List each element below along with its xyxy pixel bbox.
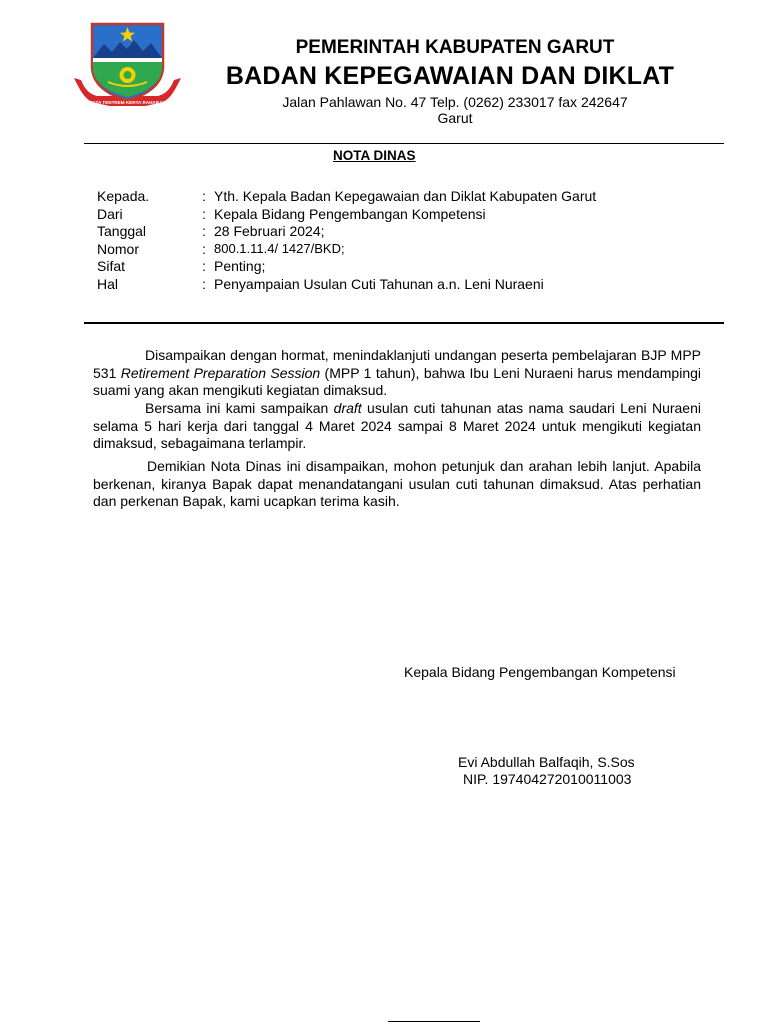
body-text: (MPP 1 tahun), bahwa Ibu Leni Nuraeni harus mendampingi suami yang akan mengikuti kegiatan dimaksud. [93, 364, 701, 398]
meta-colon: : [202, 240, 206, 257]
kop-address: Jalan Pahlawan No. 47 Telp. (0262) 233017 fax 242647 [282, 94, 628, 110]
meta-colon: : [202, 188, 206, 204]
meta-label: Hal [97, 275, 119, 292]
kop-agency: BADAN KEPEGAWAIAN DAN DIKLAT [225, 62, 675, 90]
garut-emblem-icon [70, 18, 185, 118]
page-bottom-rule [388, 1021, 480, 1022]
body-text: usulan cuti tahunan atas nama saudari Leni Nuraeni selama 5 hari kerja dari tanggal 4 Maret 2024 sampai 8 Maret 2024 untuk mengikuti kegiatan dimaksud, sebagaimana terlampir. [93, 400, 701, 451]
meta-value: Yth. Kepala Badan Kepegawaian dan Diklat Kabupaten Garut [214, 188, 597, 204]
document-title: NOTA DINAS [333, 148, 416, 163]
meta-value: Penyampaian Usulan Cuti Tahunan a.n. Leni Nuraeni [214, 275, 544, 292]
signature-nip: NIP. 197404272010011003 [463, 771, 632, 787]
kop-government: PEMERINTAH KABUPATEN GARUT [295, 37, 615, 58]
meta-label: Sifat [97, 258, 126, 274]
body-text: Disampaikan dengan hormat, menindaklanjuti undangan peserta pembelajaran BJP MPP 531 [93, 347, 701, 381]
body-paragraph-2 [93, 400, 701, 453]
kop-city: Garut [437, 110, 473, 126]
meta-colon: : [202, 223, 206, 239]
body-paragraph-1 [93, 347, 701, 400]
meta-divider [84, 322, 724, 324]
meta-label: Kepada. [97, 188, 150, 204]
logo-motto: TATA TENTREM KERTA RAHARJA [90, 100, 165, 105]
meta-value: Penting; [214, 258, 266, 274]
meta-colon: : [202, 258, 206, 274]
body-paragraph-3 [93, 458, 701, 511]
signature-title: Kepala Bidang Pengembangan Kompetensi [404, 664, 676, 680]
meta-label: Dari [97, 205, 123, 222]
body-italic-text: Retirement Preparation Session [120, 364, 321, 381]
body-italic-text: draft [333, 400, 362, 416]
meta-value: 800.1.11.4/ 1427/BKD; [214, 240, 345, 256]
signature-name: Evi Abdullah Balfaqih, S.Sos [458, 754, 635, 770]
meta-label: Nomor [97, 240, 140, 257]
meta-value: Kepala Bidang Pengembangan Kompetensi [214, 205, 486, 222]
body-text: Demikian Nota Dinas ini disampaikan, mohon petunjuk dan arahan lebih lanjut. Apabila berkenan, kiranya Bapak dapat menandatangani usulan cuti tahunan dimaksud. Atas perhatian dan perkenan Bapak, kami ucapkan terima kasih. [93, 458, 701, 509]
meta-colon: : [202, 205, 206, 222]
body-text: Bersama ini kami sampaikan [145, 400, 334, 416]
header-divider [84, 143, 724, 144]
meta-label: Tanggal [97, 223, 147, 239]
meta-colon: : [202, 275, 206, 292]
meta-value: 28 Februari 2024; [214, 223, 325, 239]
